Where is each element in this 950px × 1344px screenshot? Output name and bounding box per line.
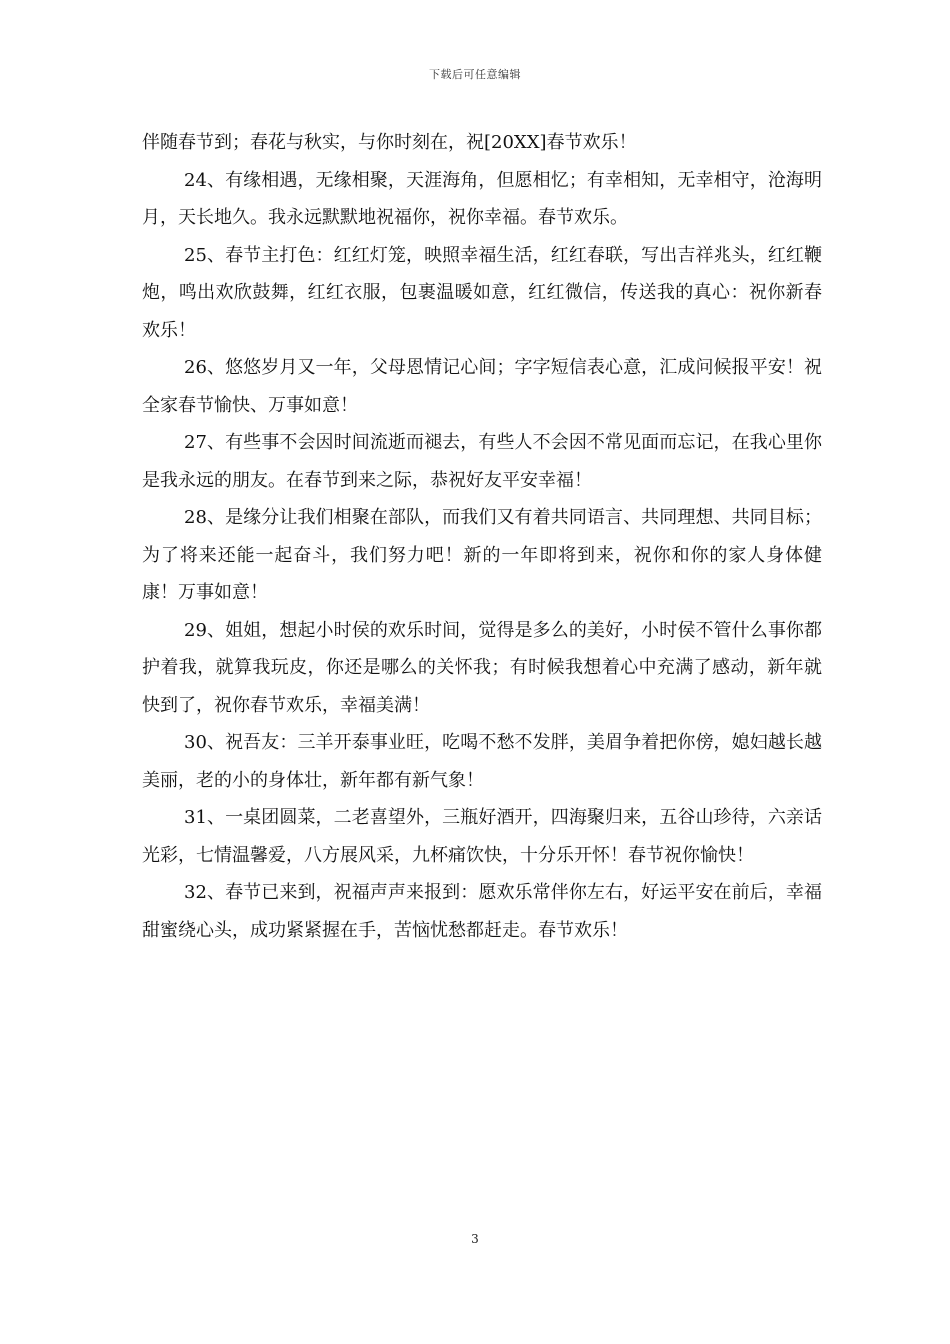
- paragraph: 31、一桌团圆菜，二老喜望外，三瓶好酒开，四海聚归来，五谷山珍待，六亲话光彩，七情温馨爱，八方展风采，九杯痛饮快，十分乐开怀！春节祝你愉快！: [142, 807, 822, 866]
- paragraph: 24、有缘相遇，无缘相聚，天涯海角，但愿相忆；有幸相知，无幸相守，沧海明月，天长地久。我永远默默地祝福你，祝你幸福。春节欢乐。: [142, 169, 822, 228]
- document-body: [142, 124, 822, 949]
- page-number: 3: [471, 1232, 479, 1246]
- paragraph: 27、有些事不会因时间流逝而褪去，有些人不会因不常见面而忘记，在我心里你是我永远的朋友。在春节到来之际，恭祝好友平安幸福！: [142, 432, 822, 491]
- paragraph: 32、春节已来到，祝福声声来报到：愿欢乐常伴你左右，好运平安在前后，幸福甜蜜绕心头，成功紧紧握在手，苦恼忧愁都赶走。春节欢乐！: [142, 882, 822, 941]
- paragraph: 26、悠悠岁月又一年，父母恩情记心间；字字短信表心意，汇成问候报平安！祝全家春节愉快、万事如意！: [142, 357, 822, 416]
- paragraph: 29、姐姐，想起小时侯的欢乐时间，觉得是多么的美好，小时侯不管什么事你都护着我，就算我玩皮，你还是哪么的关怀我；有时候我想着心中充满了感动，新年就快到了，祝你春节欢乐，幸福美满！: [142, 619, 822, 716]
- paragraph: 25、春节主打色：红红灯笼，映照幸福生活，红红春联，写出吉祥兆头，红红鞭炮，鸣出欢欣鼓舞，红红衣服，包裹温暖如意，红红微信，传送我的真心：祝你新春欢乐！: [142, 244, 822, 341]
- paragraph: 30、祝吾友：三羊开泰事业旺，吃喝不愁不发胖，美眉争着把你傍，媳妇越长越美丽，老的小的身体壮，新年都有新气象！: [142, 732, 822, 791]
- page-header: 下载后可任意编辑: [429, 68, 521, 81]
- paragraph: 28、是缘分让我们相聚在部队，而我们又有着共同语言、共同理想、共同目标；为了将来还能一起奋斗，我们努力吧！新的一年即将到来，祝你和你的家人身体健康！万事如意！: [142, 507, 822, 603]
- paragraph: 伴随春节到；春花与秋实，与你时刻在，祝[20XX]春节欢乐！: [142, 132, 637, 153]
